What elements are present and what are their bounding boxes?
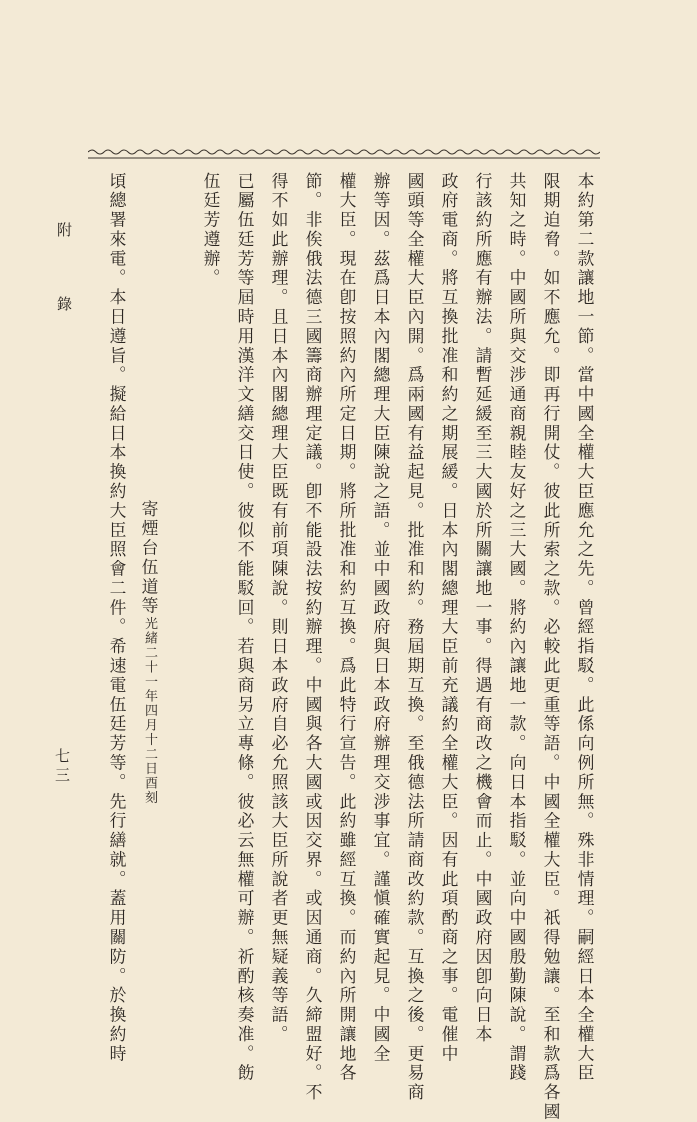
text-column-2: 限期迫脅。如不應允。即再行開仗。彼此所索之款。必較此更重等語。中國全權大臣。祇得勉讓。至和款爲各國 [541, 172, 561, 1122]
page-number: 七三 [53, 748, 71, 786]
text-column-11: 已屬伍廷芳等屆時用漢洋文繕交日使。彼似不能駁回。若與商另立專條。彼必云無權可辦。祈酌核奏准。飭 [235, 172, 255, 1084]
text-column-10: 得不如此辦理。且日本內閣總理大臣既有前項陳說。則日本政府自必允照該大臣所說者更無疑義等語。 [269, 172, 289, 1045]
text-column-7: 辦等因。茲爲日本內閣總理大臣陳說之語。並中國政府與日本政府辦理交涉事宜。謹愼確實起見。中國全 [371, 172, 391, 1064]
text-column-1: 本約第二款讓地一節。當中國全權大臣應允之先。曾經指駁。此係向例所無。殊非情理。嗣經日本全權大臣 [575, 172, 595, 1084]
text-column-4: 行該約所應有辦法。請暫延緩至三大國於所關讓地一事。得遇有商改之機會而止。中國政府因卽向日本 [473, 172, 493, 1045]
telegram-date: 光緒二十一年四月十二日酉刻 [142, 616, 157, 805]
section-label: 附 錄 [55, 222, 73, 333]
text-column-9: 節。非俟俄法德三國籌商辦理定議。卽不能設法按約辦理。中國與各大國或因交界。或因通商。久締盟好。不 [303, 172, 323, 1103]
text-column-3: 共知之時。中國所與交涉通商親睦友好之三大國。將約內讓地一款。向日本指駁。並向中國殷勤陳說。謂踐 [507, 172, 527, 1084]
telegram-body-column: 頃總署來電。本日遵旨。擬給日本換約大臣照會二件。希速電伍廷芳等。先行繕就。蓋用關防。於換約時 [107, 172, 127, 1064]
text-column-6: 國頭等全權大臣內開。爲兩國有益起見。批准和約。務屆期互換。至俄德法所請商改約款。互換之後。更易商 [405, 172, 425, 1103]
text-column-5: 政府電商。將互換批准和約之期展緩。日本內閣總理大臣前充議約全權大臣。因有此項酌商之事。電催中 [439, 172, 459, 1064]
text-column-8: 權大臣。現在卽按照約內所定日期。將所批准和約互換。爲此特行宣告。此約雖經互換。而約內所開讓地各 [337, 172, 357, 1084]
telegram-heading-text: 寄煙台伍道等 [139, 500, 159, 617]
text-column-12: 伍廷芳遵辦。 [201, 172, 221, 289]
telegram-heading [138, 500, 160, 805]
wavy-divider-rule [88, 148, 600, 162]
